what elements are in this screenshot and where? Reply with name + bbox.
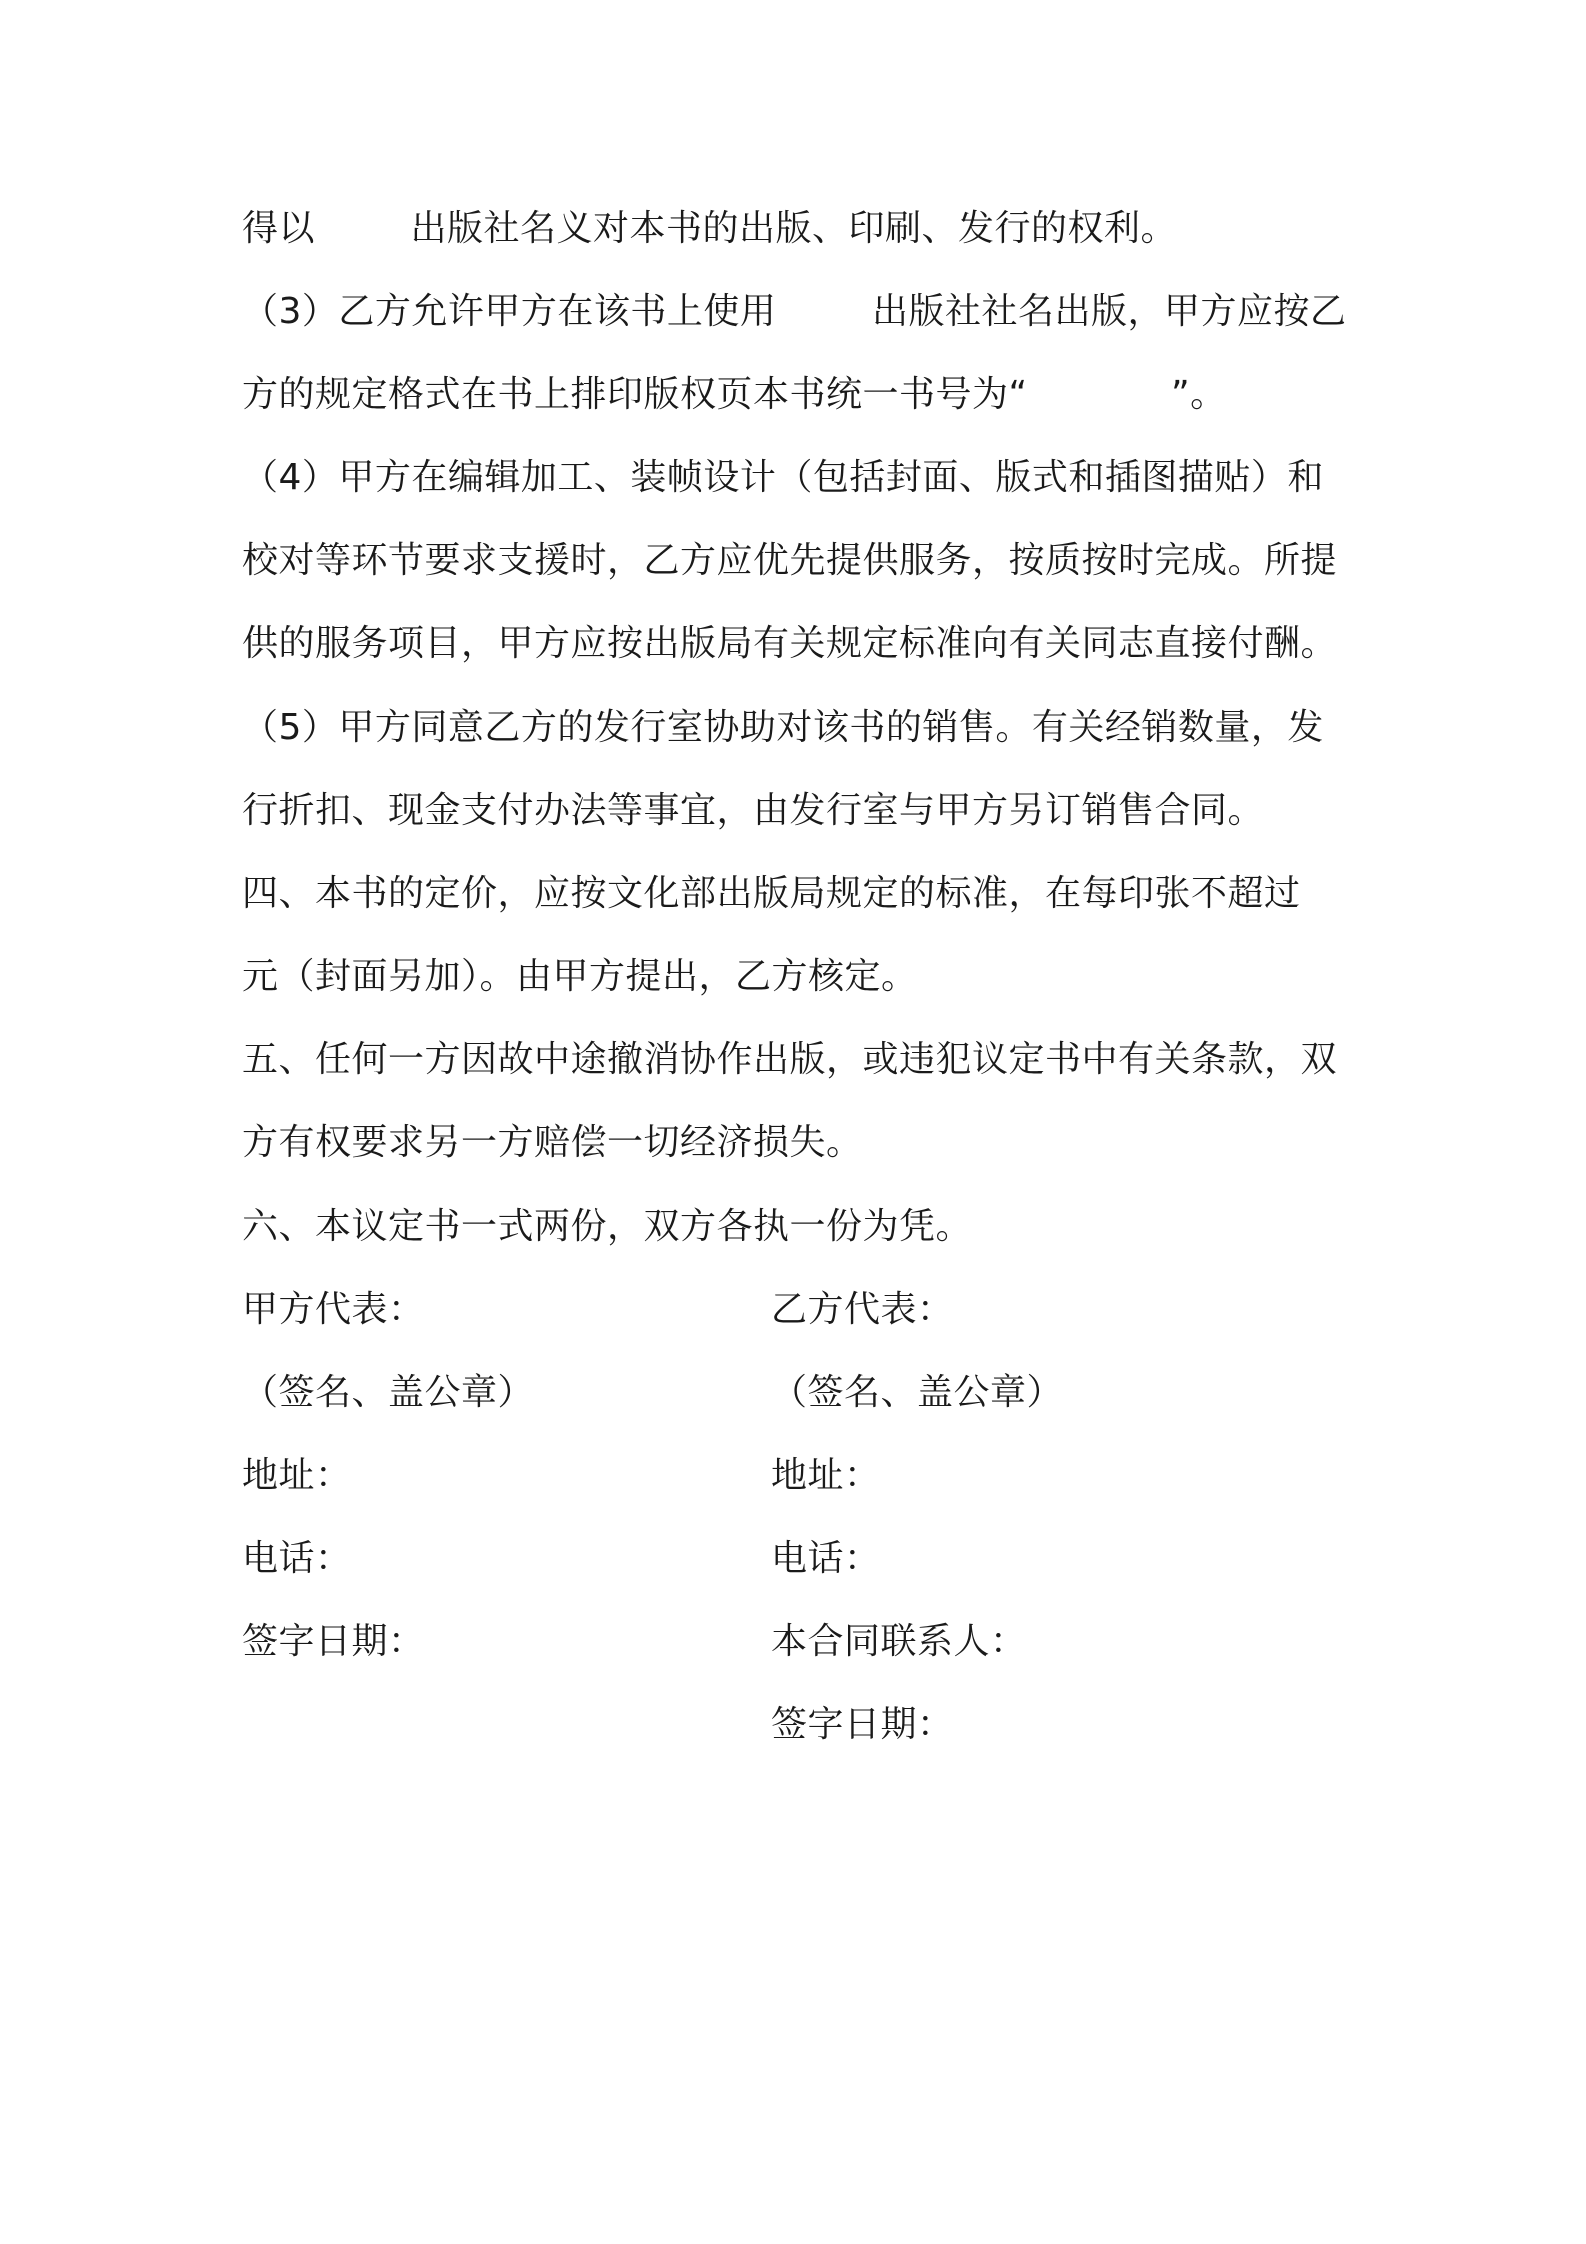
party-a-sign-note: （签名、盖公章） <box>242 1372 535 1413</box>
body-line-11: 五、任何一方因故中途撤消协作出版，或违犯议定书中有关条款，双 <box>242 1039 1338 1080</box>
body-line-10: 元（封面另加）。由甲方提出，乙方核定。 <box>242 956 918 997</box>
party-b-representative: 乙方代表： <box>771 1289 954 1330</box>
party-a-sign-date: 签字日期： <box>242 1621 425 1662</box>
body-line-12: 方有权要求另一方赔偿一切经济损失。 <box>242 1122 863 1163</box>
party-b-address: 地址： <box>771 1455 881 1496</box>
party-b-contact: 本合同联系人： <box>771 1621 1027 1662</box>
body-line-2: （3）乙方允许甲方在该书上使用 出版社社名出版，甲方应按乙 <box>242 291 1347 332</box>
body-line-1: 得以 出版社名义对本书的出版、印刷、发行的权利。 <box>242 208 1178 249</box>
party-b-sign-date: 签字日期： <box>771 1704 954 1745</box>
party-a-representative: 甲方代表： <box>242 1289 425 1330</box>
body-line-8: 行折扣、现金支付办法等事宜，由发行室与甲方另订销售合同。 <box>242 790 1265 831</box>
party-b-phone: 电话： <box>771 1538 881 1579</box>
body-line-7: （5）甲方同意乙方的发行室协助对该书的销售。有关经销数量，发 <box>242 707 1324 748</box>
body-line-4: （4）甲方在编辑加工、装帧设计（包括封面、版式和插图描贴）和 <box>242 457 1324 498</box>
party-a-address: 地址： <box>242 1455 352 1496</box>
body-line-9: 四、本书的定价，应按文化部出版局规定的标准，在每印张不超过 <box>242 873 1301 914</box>
body-line-6: 供的服务项目，甲方应按出版局有关规定标准向有关同志直接付酬。 <box>242 623 1338 664</box>
body-line-3: 方的规定格式在书上排印版权页本书统一书号为“ ”。 <box>242 374 1227 415</box>
body-line-5: 校对等环节要求支援时，乙方应优先提供服务，按质按时完成。所提 <box>242 540 1338 581</box>
party-b-sign-note: （签名、盖公章） <box>771 1372 1064 1413</box>
party-a-phone: 电话： <box>242 1538 352 1579</box>
body-line-13: 六、本议定书一式两份，双方各执一份为凭。 <box>242 1206 973 1247</box>
